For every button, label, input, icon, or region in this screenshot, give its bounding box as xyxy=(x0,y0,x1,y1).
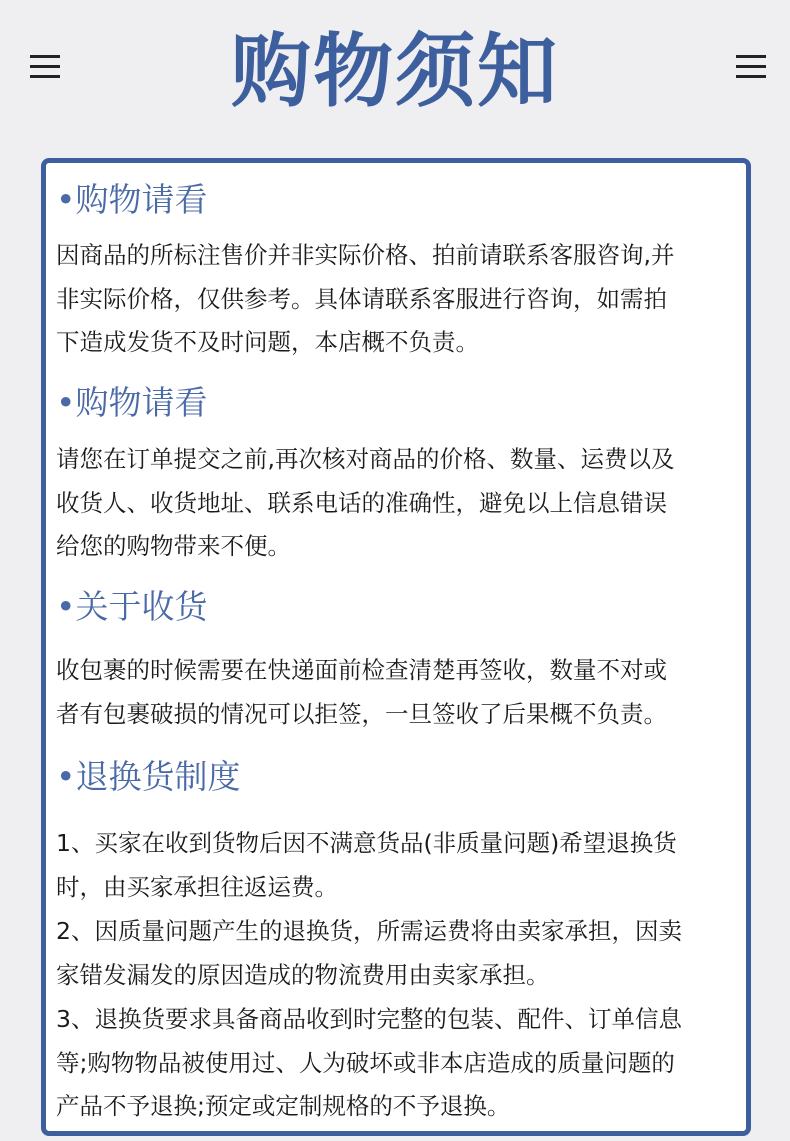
section-body-receiving: 收包裹的时候需要在快递面前检查清楚再签收，数量不对或 者有包裹破损的情况可以拒签，一旦签收了后果概不负责。 xyxy=(56,656,667,728)
section-body-shopping-notice-1: 因商品的所标注售价并非实际价格、拍前请联系客服咨询,并 非实际价格，仅供参考。具体请联系客服进行咨询，如需拍 下造成发货不及时问题，本店概不负责。 xyxy=(56,241,675,356)
section-body-shopping-notice-2: 请您在订单提交之前,再次核对商品的价格、数量、运费以及 收货人、收货地址、联系电话的准确性，避免以上信息错误 给您的购物带来不便。 xyxy=(56,445,675,560)
return-policy-item-1: 1、买家在收到货物后因不满意货品(非质量问题)希望退换货 时，由买家承担往返运费。 xyxy=(56,829,677,901)
section-title-shopping-notice-1: •购物请看 xyxy=(56,180,208,219)
section-title-receiving: •关于收货 xyxy=(56,587,208,626)
return-policy-item-3: 3、退换货要求具备商品收到时完整的包装、配件、订单信息 等;购物物品被使用过、人为破坏或非本店造成的质量问题的 产品不予退换;预定或定制规格的不予退换。 xyxy=(56,1005,682,1120)
return-policy-item-2: 2、因质量问题产生的退换货，所需运费将由卖家承担，因卖 家错发漏发的原因造成的物流费用由卖家承担。 xyxy=(56,917,682,989)
notice-card xyxy=(41,158,751,1136)
section-title-shopping-notice-2: •购物请看 xyxy=(56,383,208,422)
menu-icon-right[interactable] xyxy=(736,55,766,79)
section-title-return-policy: •退换货制度 xyxy=(56,757,241,796)
page-title: 购物须知 xyxy=(231,25,559,118)
page-header xyxy=(0,0,790,150)
